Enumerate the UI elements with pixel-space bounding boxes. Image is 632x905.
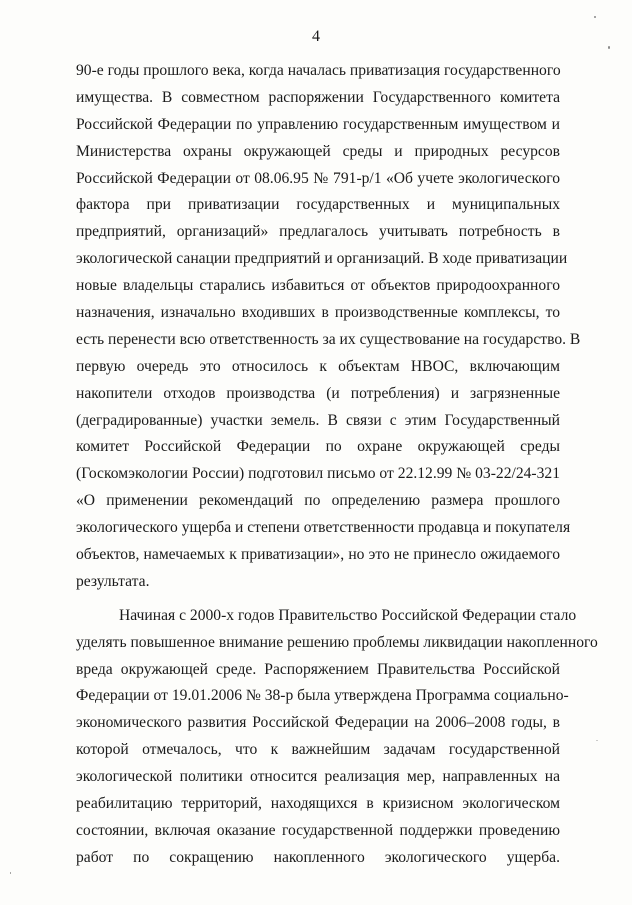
text-line: экологического ущерба и степени ответственности продавца и покупателя [76,519,571,537]
text-line: предприятий, организаций» предлагалось учитывать потребность в [76,223,560,241]
text-line: Российской Федерации по управлению государственным имуществом и [76,115,560,133]
document-body [76,58,598,872]
scan-speck [594,16,596,18]
text-line: Российской Федерации от 08.06.95 № 791-р/1 «Об учете экологического [76,169,560,187]
text-line: вреда окружающей среде. Распоряжением Правительства Российской [76,660,560,678]
text-line: фактора при приватизации государственных и муниципальных [76,196,560,214]
text-line: Федерации от 19.01.2006 № 38-р была утверждена Программа социально- [76,687,569,705]
text-line: 90-е годы прошлого века, когда началась приватизация государственного [76,62,561,79]
text-line: комитет Российской Федерации по охране окружающей среды [76,438,560,456]
text-line: экономического развития Российской Федерации на 2006–2008 годы, в [76,714,560,732]
text-line: экологической санации предприятий и организаций. В ходе приватизации [76,250,568,268]
text-line: состоянии, включая оказание государственной поддержки проведению [76,821,560,839]
paragraph [76,58,581,596]
text-line: результата. [76,572,150,590]
text-line: реабилитацию территорий, находящихся в кризисном экологическом [76,795,560,813]
text-line: новые владельцы старались избавиться от объектов природоохранного [76,277,560,295]
scan-speck [10,872,11,874]
text-line: экологической политики относится реализация мер, направленных на [76,768,560,786]
text-line: уделять повышенное внимание решению проблемы ликвидации накопленного [76,633,598,651]
paragraph [76,603,598,872]
text-line: которой отмечалось, что к важнейшим задачам государственной [76,741,560,759]
text-line: (деградированные) участки земель. В связи с этим Государственный [76,411,560,429]
text-line: Министерства охраны окружающей среды и природных ресурсов [76,142,560,160]
text-line: «О применении рекомендаций по определению размера прошлого [76,492,560,510]
text-line: (Госкомэкологии России) подготовил письмо от 22.12.99 № 03-22/24-321 [76,465,560,483]
scan-speck [608,46,610,49]
text-line: есть перенести всю ответственность за их существование на государство. В [76,330,581,348]
text-line: назначения, изначально входивших в производственные комплексы, то [76,304,560,322]
text-line: имущества. В совместном распоряжении Государственного комитета [76,88,560,106]
page-number: 4 [312,28,320,45]
text-line: Начиная с 2000-х годов Правительство Российской Федерации стало [119,606,577,624]
text-line: работ по сокращению накопленного экологического ущерба. [76,848,560,866]
text-line: объектов, намечаемых к приватизации», но это не принесло ожидаемого [76,546,560,564]
text-line: накопители отходов производства (и потребления) и загрязненные [76,384,560,402]
scan-speck [596,740,598,741]
text-line: первую очередь это относилось к объектам НВОС, включающим [76,357,560,375]
